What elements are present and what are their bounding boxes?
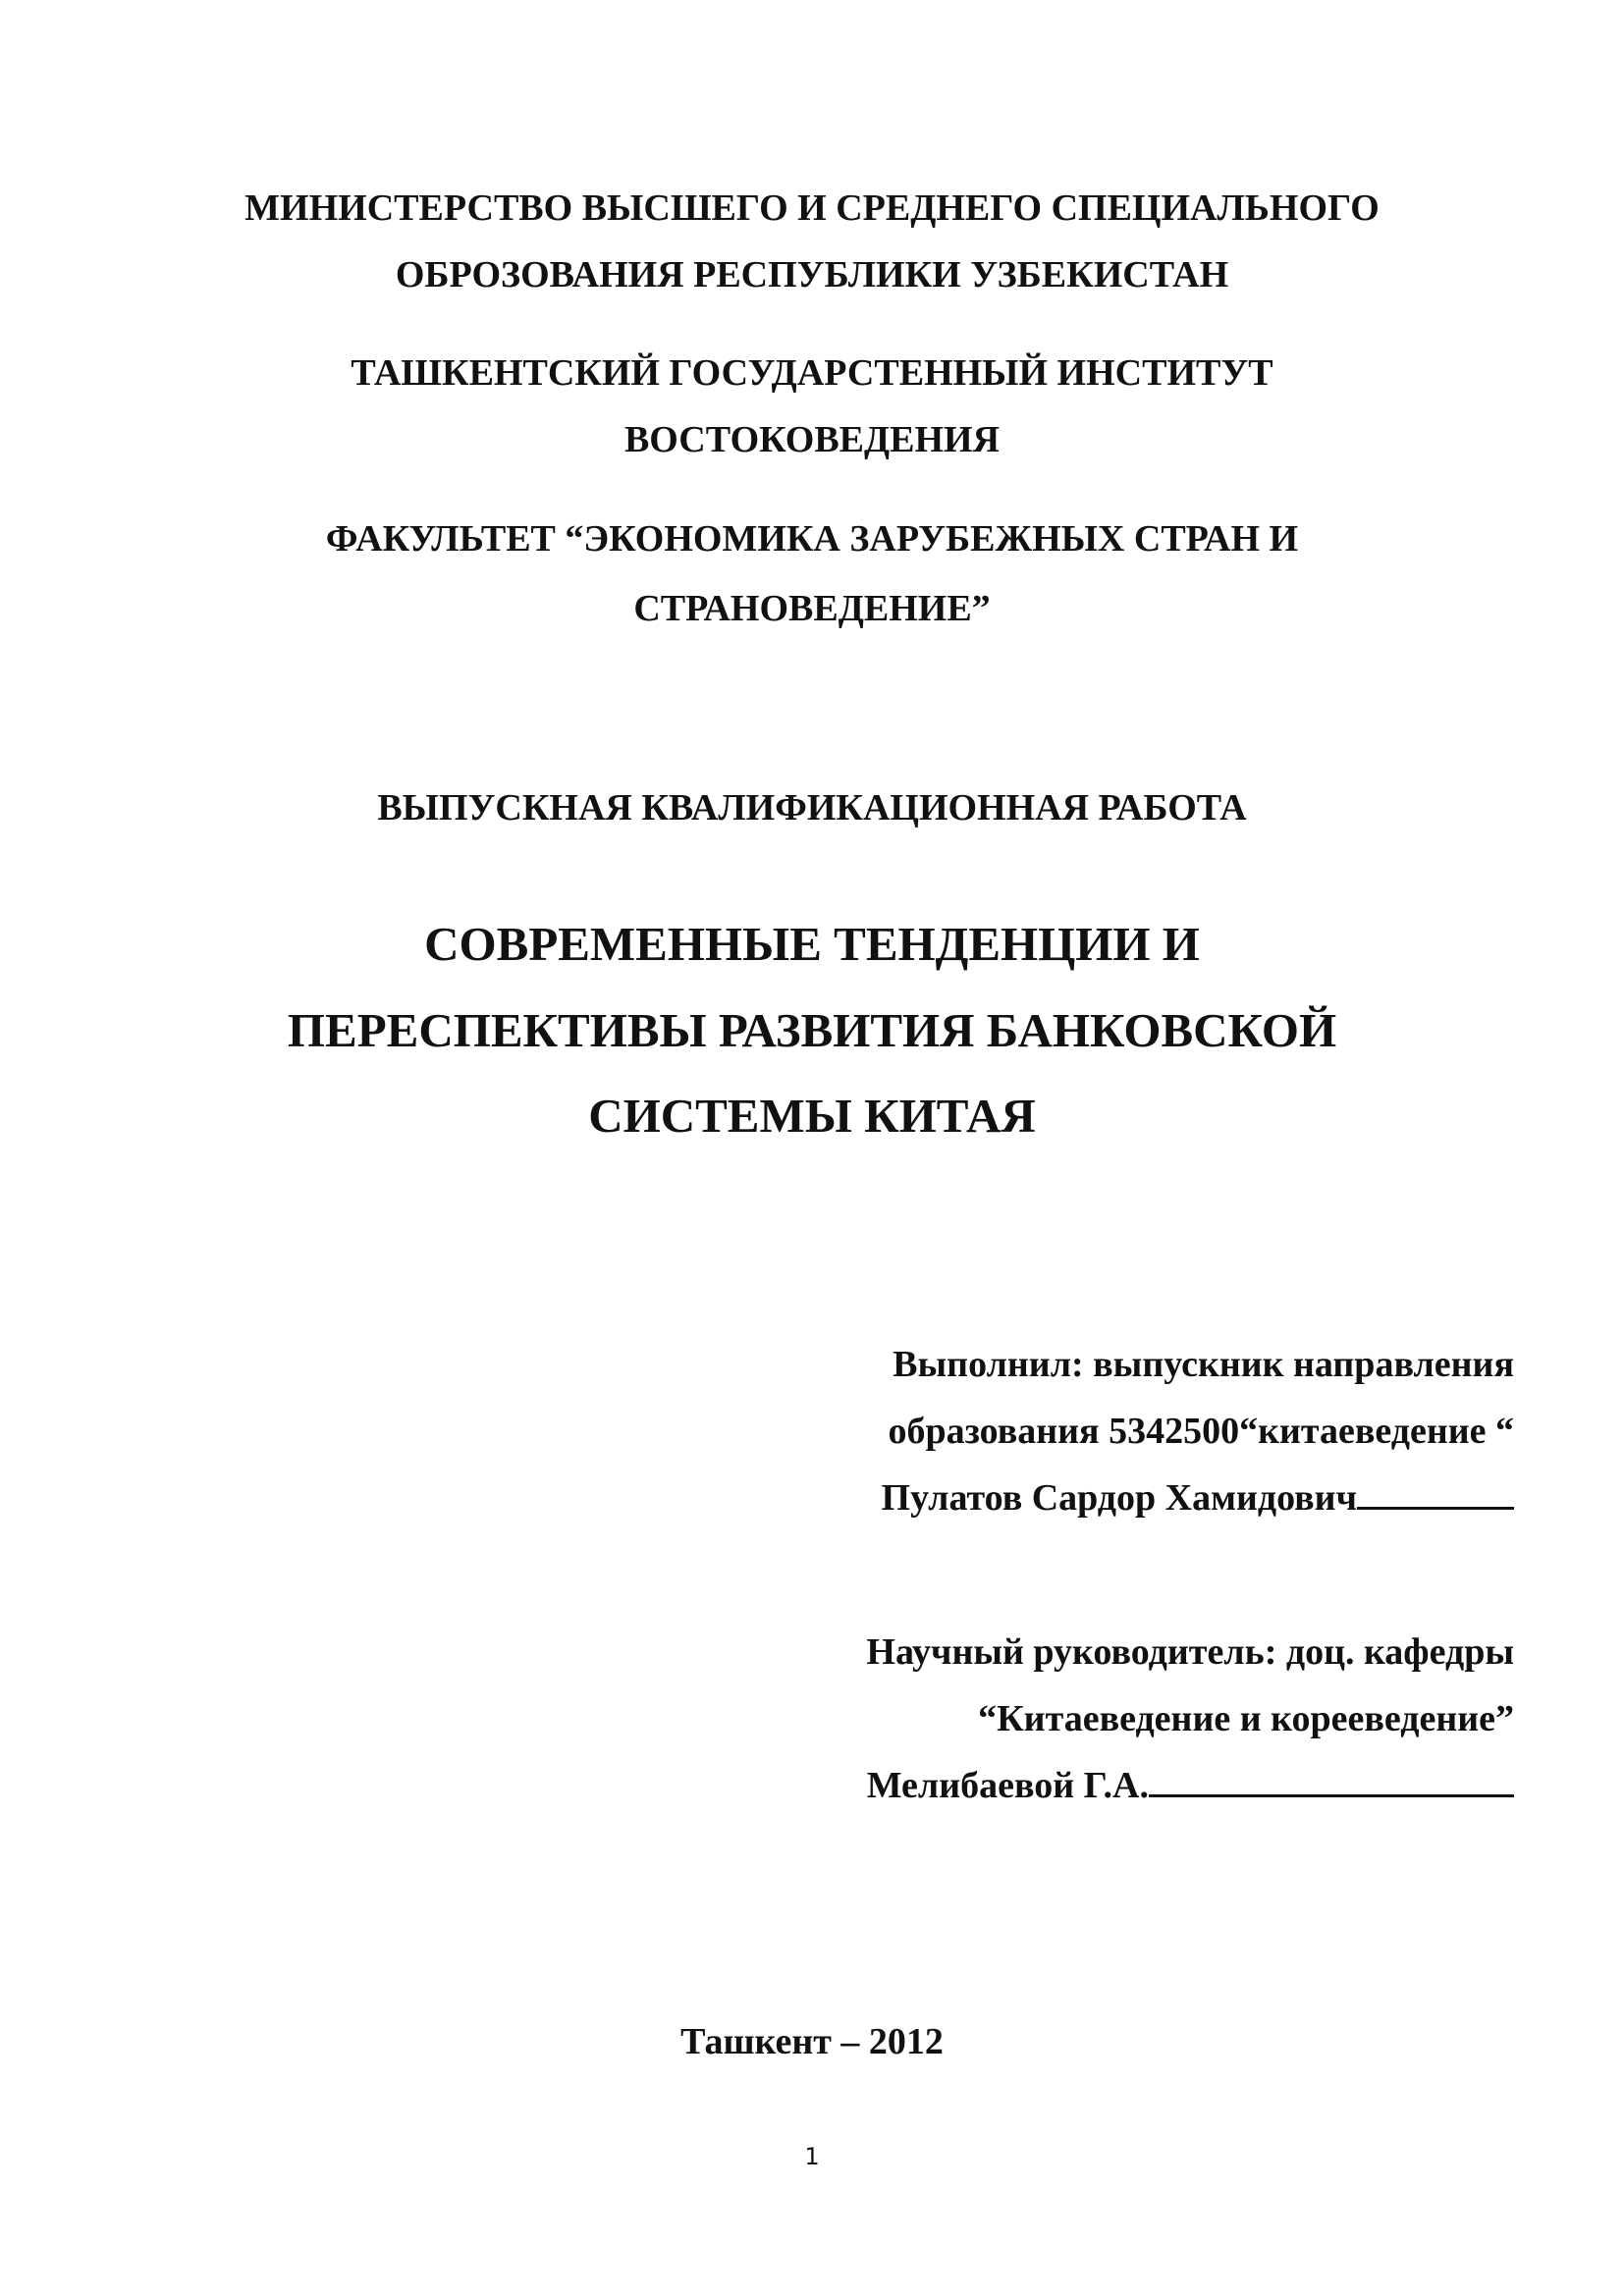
work-type: ВЫПУСКНАЯ КВАЛИФИКАЦИОННАЯ РАБОТА bbox=[377, 787, 1247, 828]
institute-line-2: ВОСТОКОВЕДЕНИЯ bbox=[623, 419, 1001, 460]
signature-blank bbox=[1149, 1765, 1514, 1797]
faculty-line-2: СТРАНОВЕДЕНИЕ” bbox=[633, 588, 991, 629]
title-line-1: СОВРЕМЕННЫЕ ТЕНДЕНЦИИ И bbox=[424, 917, 1200, 971]
ministry-line-1: МИНИСТЕРСТВО ВЫСШЕГО И СРЕДНЕГО СПЕЦИАЛЬНОГО bbox=[244, 187, 1380, 229]
place-year: Ташкент – 2012 bbox=[680, 2021, 944, 2062]
supervisor-name-line bbox=[867, 1763, 1514, 1808]
ministry-line-2: ОБРОЗОВАНИЯ РЕСПУБЛИКИ УЗБЕКИСТАН bbox=[395, 254, 1229, 295]
title-line-3: СИСТЕМЫ КИТАЯ bbox=[588, 1089, 1036, 1143]
signature-blank bbox=[1357, 1477, 1514, 1510]
supervisor-line-1: Научный руководитель: доц. кафедры bbox=[866, 1631, 1514, 1673]
author-name-line bbox=[882, 1475, 1514, 1521]
institute-line-1: ТАШКЕНТСКИЙ ГОСУДАРСТЕННЫЙ ИНСТИТУТ bbox=[351, 352, 1273, 394]
title-line-2: ПЕРЕСПЕКТИВЫ РАЗВИТИЯ БАНКОВСКОЙ bbox=[287, 1003, 1337, 1057]
author-line-1: Выполнил: выпускник направления bbox=[893, 1344, 1514, 1385]
faculty-line-1: ФАКУЛЬТЕТ “ЭКОНОМИКА ЗАРУБЕЖНЫХ СТРАН И bbox=[325, 518, 1299, 560]
supervisor-line-2: “Китаеведение и корееведение” bbox=[978, 1698, 1514, 1739]
page-number: 1 bbox=[804, 2143, 820, 2170]
author-name: Пулатов Сардор Хамидович bbox=[881, 1477, 1357, 1519]
supervisor-name: Мелибаевой Г.А. bbox=[866, 1765, 1149, 1806]
author-line-2: образования 5342500“китаеведение “ bbox=[888, 1411, 1514, 1452]
